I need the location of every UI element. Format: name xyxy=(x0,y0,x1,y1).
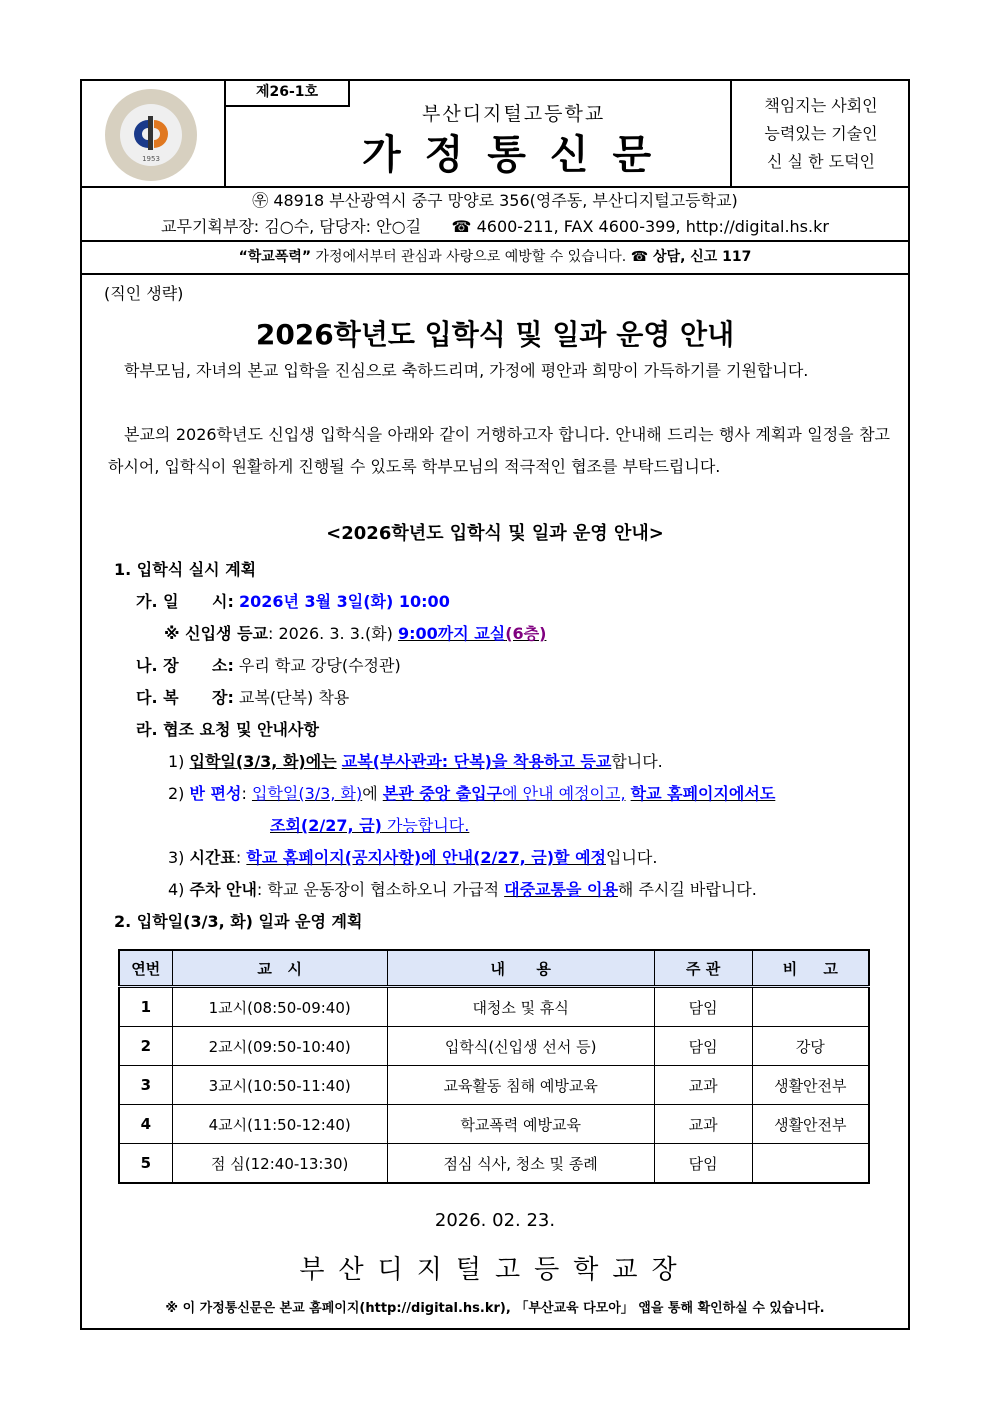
col-header: 내 용 xyxy=(387,950,654,987)
seal-omitted: (직인 생략) xyxy=(104,284,184,303)
request-2: 2) 반 편성: 입학일(3/3, 화)에 본관 중앙 출입구에 안내 예정이고, 학교 홈페이지에서도 xyxy=(168,784,776,803)
section-2-heading: 2. 입학일(3/3, 화) 일과 운영 계획 xyxy=(114,912,363,931)
hotline-text: 상담, 신고 117 xyxy=(648,249,752,265)
document-title: 가정통신문 xyxy=(362,131,676,178)
col-header: 비 고 xyxy=(752,950,869,987)
request-1: 1) 입학일(3/3, 화)에는 교복(부사관과: 단복)을 착용하고 등교합니다. xyxy=(168,752,663,771)
phone-text: 4600-211, FAX 4600-399, http://digital.hs.kr xyxy=(476,217,829,236)
paragraph-2: 본교의 2026학년도 신입생 입학식을 아래와 같이 거행하고자 합니다. 안내해 드리는 행사 계획과 일정을 참고하시어, 입학식이 원활하게 진행될 수 있도록 학부모님의 적극적인 협조를 부탁드립니다. xyxy=(108,425,890,476)
main-title: 2026학년도 입학식 및 일과 운영 안내 xyxy=(255,318,735,351)
address-text: 48918 부산광역시 중구 망양로 356(영주동, 부산디지털고등학교) xyxy=(273,191,738,210)
phone-icon: ☎ xyxy=(451,217,472,236)
item-dress: 다. 복 장: 교복(단복) 착용 xyxy=(136,688,350,707)
paragraph-1: 학부모님, 자녀의 본교 입학을 진심으로 축하드리며, 가정에 평안과 희망이 가득하기를 기원합니다. xyxy=(124,361,809,380)
contact-info xyxy=(82,186,908,242)
table-row: 5 점 심(12:40-13:30) 점심 식사, 청소 및 종례 담임 xyxy=(119,1144,869,1184)
table-row: 1 1교시(08:50-09:40) 대청소 및 휴식 담임 xyxy=(119,987,869,1027)
request-2-cont: 조회(2/27, 금) 가능합니다. xyxy=(270,816,470,835)
section-subtitle: <2026학년도 입학식 및 일과 운영 안내> xyxy=(326,523,664,544)
issue-number: 제26-1호 xyxy=(226,81,350,107)
schedule-table xyxy=(118,949,870,1184)
address-line xyxy=(82,188,908,214)
item-date: 가. 일 시: 2026년 3월 3일(화) 10:00 xyxy=(136,592,450,611)
motto-line: 능력있는 기술인 xyxy=(764,124,878,143)
newsletter-page xyxy=(80,79,910,1330)
col-header: 주 관 xyxy=(654,950,752,987)
table-header-row xyxy=(119,950,869,987)
phone-icon: ☎ xyxy=(630,249,649,265)
motto-line: 신 실 한 도덕인 xyxy=(767,152,875,171)
arrival-note: ※ 신입생 등교: 2026. 3. 3.(화) 9:00까지 교실(6층) xyxy=(164,624,547,643)
school-name: 부산디지털고등학교 xyxy=(422,103,606,125)
svg-text:1953: 1953 xyxy=(142,155,160,163)
postal-icon: ㉾ xyxy=(252,191,269,210)
item-requests-heading: 라. 협조 요청 및 안내사항 xyxy=(136,720,319,739)
school-motto xyxy=(730,81,910,186)
slogan-bar xyxy=(82,243,908,275)
logo-cell xyxy=(82,81,226,186)
request-4: 4) 주차 안내: 학교 운동장이 협소하오니 가급적 대중교통을 이용해 주시길 바랍니다. xyxy=(168,880,757,899)
table-row: 2 2교시(09:50-10:40) 입학식(신입생 선서 등) 담임 강당 xyxy=(119,1027,869,1066)
principal-signature: 부산디지털고등학교장 xyxy=(299,1255,691,1285)
motto-line: 책임지는 사회인 xyxy=(764,96,878,115)
document-header xyxy=(82,81,908,188)
item-venue: 나. 장 소: 우리 학교 강당(수정관) xyxy=(136,656,401,675)
footnote: ※ 이 가정통신문은 본교 홈페이지(http://digital.hs.kr), 「부산교육 다모아」 앱을 통해 확인하실 수 있습니다. xyxy=(165,1301,825,1316)
table-row: 3 3교시(10:50-11:40) 교육활동 침해 예방교육 교과 생활안전부 xyxy=(119,1066,869,1105)
ceremony-datetime: 2026년 3월 3일(화) 10:00 xyxy=(238,592,450,611)
table-row: 4 4교시(11:50-12:40) 학교폭력 예방교육 교과 생활안전부 xyxy=(119,1105,869,1144)
slogan-text: 가정에서부터 관심과 사랑으로 예방할 수 있습니다. xyxy=(311,249,631,265)
section-1-heading: 1. 입학식 실시 계획 xyxy=(114,560,257,579)
request-3: 3) 시간표: 학교 홈페이지(공지사항)에 안내(2/27, 금)할 예정입니다. xyxy=(168,848,658,867)
col-header: 교 시 xyxy=(172,950,387,987)
issue-date: 2026. 02. 23. xyxy=(434,1210,556,1231)
staff-line xyxy=(82,214,908,240)
school-logo-icon xyxy=(104,88,198,182)
staff-text: 교무기획부장: 김○수, 담당자: 안○길 xyxy=(161,217,422,236)
slogan-bold: “학교폭력” xyxy=(238,249,312,265)
col-header: 연번 xyxy=(119,950,172,987)
